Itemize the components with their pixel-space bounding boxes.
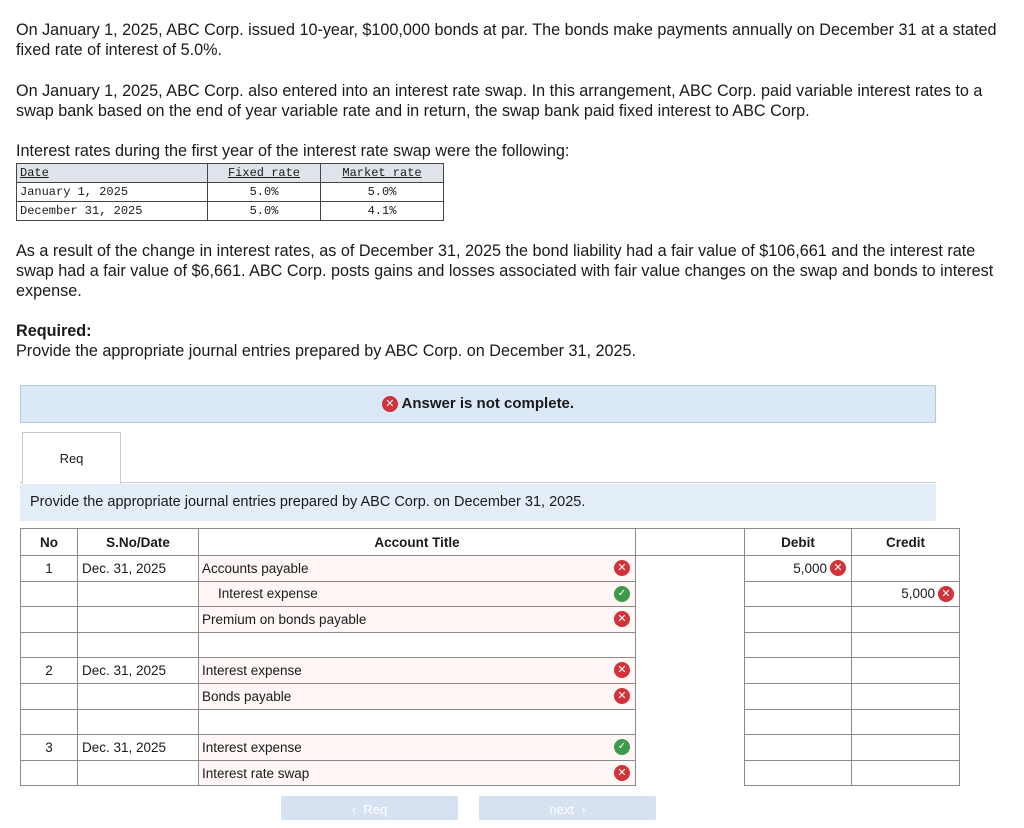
check-circle-icon: ✓ (614, 739, 630, 755)
debit-cell-text: 5,000 (793, 560, 827, 576)
rates-cell-market: 4.1% (321, 202, 444, 221)
credit-cell[interactable] (852, 581, 960, 607)
rates-cell-market: 5.0% (321, 183, 444, 202)
credit-cell[interactable] (852, 607, 960, 633)
debit-cell[interactable] (745, 658, 852, 684)
entry-number (21, 607, 78, 633)
x-circle-icon: ✕ (614, 765, 630, 781)
entry-number (21, 632, 78, 658)
entry-date-cell[interactable] (78, 556, 199, 582)
rates-header-fixed: Fixed rate (208, 164, 321, 183)
instruction-text: Provide the appropriate journal entries prepared by ABC Corp. on December 31, 2025. (20, 484, 936, 521)
credit-cell[interactable] (852, 556, 960, 582)
account-title-cell[interactable] (199, 658, 636, 684)
journal-row (21, 658, 960, 684)
x-circle-icon: ✕ (614, 611, 630, 627)
credit-cell[interactable] (852, 658, 960, 684)
gap-cell (636, 760, 745, 786)
rates-row (17, 183, 444, 202)
chevron-right-icon: › (581, 802, 586, 817)
rates-header-date: Date (17, 164, 208, 183)
required-label: Required: (16, 322, 92, 340)
account-title-cell-text: Interest expense (218, 586, 318, 602)
entry-number (21, 735, 78, 761)
chevron-left-icon: ‹ (351, 802, 357, 817)
header-gap (636, 529, 745, 556)
prev-button[interactable] (281, 796, 458, 820)
account-title-cell-text: Bonds payable (202, 688, 292, 704)
entry-date-cell-text: Dec. 31, 2025 (82, 663, 167, 679)
x-circle-icon: ✕ (614, 688, 630, 704)
journal-row (21, 632, 960, 658)
answer-status-banner (20, 385, 936, 423)
account-title-cell-text: Interest rate swap (202, 765, 310, 781)
entry-number-text: 3 (45, 739, 53, 755)
debit-cell[interactable] (745, 709, 852, 735)
account-title-cell[interactable] (199, 581, 636, 607)
account-title-cell[interactable] (199, 683, 636, 709)
x-circle-icon: ✕ (938, 586, 954, 602)
credit-cell-text: 5,000 (901, 586, 935, 602)
debit-cell[interactable] (745, 581, 852, 607)
entry-number (21, 556, 78, 582)
journal-entry-table (20, 528, 960, 786)
entry-number (21, 683, 78, 709)
problem-paragraph-1: On January 1, 2025, ABC Corp. issued 10-year, $100,000 bonds at par. The bonds make payments annually on December 31 at a stated fixed rate of interest of 5.0%. (16, 21, 997, 59)
entry-number (21, 760, 78, 786)
credit-cell[interactable] (852, 709, 960, 735)
debit-cell[interactable] (745, 607, 852, 633)
rates-header-row (17, 164, 444, 183)
credit-cell[interactable] (852, 683, 960, 709)
account-title-cell[interactable] (199, 760, 636, 786)
debit-cell[interactable] (745, 683, 852, 709)
entry-date-cell[interactable] (78, 735, 199, 761)
entry-number-text: 1 (45, 560, 53, 576)
rates-cell-date: January 1, 2025 (17, 183, 208, 202)
journal-header-row (21, 529, 960, 556)
debit-cell[interactable] (745, 735, 852, 761)
gap-cell (636, 735, 745, 761)
entry-date-cell-text: Dec. 31, 2025 (82, 739, 167, 755)
entry-date-cell[interactable] (78, 581, 199, 607)
account-title-cell[interactable] (199, 709, 636, 735)
entry-date-cell[interactable] (78, 607, 199, 633)
account-title-cell-text: Accounts payable (202, 560, 309, 576)
entry-number (21, 581, 78, 607)
journal-row (21, 683, 960, 709)
entry-date-cell[interactable] (78, 709, 199, 735)
x-circle-icon: ✕ (382, 396, 398, 412)
entry-date-cell[interactable] (78, 632, 199, 658)
x-circle-icon: ✕ (614, 560, 630, 576)
header-credit: Credit (852, 529, 960, 556)
debit-cell[interactable] (745, 556, 852, 582)
debit-cell[interactable] (745, 760, 852, 786)
account-title-cell-text: Interest expense (202, 663, 302, 679)
entry-number-text: 2 (45, 663, 53, 679)
gap-cell (636, 709, 745, 735)
prev-button-label: Req (363, 802, 388, 817)
gap-cell (636, 658, 745, 684)
journal-row (21, 760, 960, 786)
journal-row (21, 735, 960, 761)
rates-cell-fixed: 5.0% (208, 183, 321, 202)
problem-paragraph-4: As a result of the change in interest rates, as of December 31, 2025 the bond liability had a fair value of $106,661 and the interest rate swap had a fair value of $6,661. ABC Corp. posts gains and losses associated with fair value changes on the swap and bonds to interest expense. (16, 242, 994, 300)
tab-divider (20, 482, 936, 483)
rates-header-market: Market rate (321, 164, 444, 183)
entry-number (21, 658, 78, 684)
gap-cell (636, 683, 745, 709)
header-debit: Debit (745, 529, 852, 556)
header-account-title: Account Title (199, 529, 636, 556)
gap-cell (636, 556, 745, 582)
journal-row (21, 607, 960, 633)
journal-row (21, 581, 960, 607)
entry-number (21, 709, 78, 735)
entry-date-cell[interactable] (78, 760, 199, 786)
header-date: S.No/Date (78, 529, 199, 556)
problem-paragraph-3: Interest rates during the first year of the interest rate swap were the following: (16, 142, 570, 160)
gap-cell (636, 581, 745, 607)
account-title-cell[interactable] (199, 632, 636, 658)
tab-req[interactable]: Req (22, 432, 121, 484)
x-circle-icon: ✕ (830, 560, 846, 576)
journal-row (21, 709, 960, 735)
credit-cell[interactable] (852, 632, 960, 658)
entry-date-cell[interactable] (78, 658, 199, 684)
rates-cell-fixed: 5.0% (208, 202, 321, 221)
gap-cell (636, 607, 745, 633)
interest-rates-table (16, 163, 444, 221)
entry-date-cell[interactable] (78, 683, 199, 709)
account-title-cell[interactable] (199, 556, 636, 582)
required-text: Provide the appropriate journal entries prepared by ABC Corp. on December 31, 2025. (16, 342, 636, 360)
check-circle-icon: ✓ (614, 586, 630, 602)
rates-row (17, 202, 444, 221)
account-title-cell-text: Premium on bonds payable (202, 611, 367, 627)
entry-date-cell-text: Dec. 31, 2025 (82, 560, 167, 576)
credit-cell[interactable] (852, 760, 960, 786)
credit-cell[interactable] (852, 735, 960, 761)
account-title-cell-text: Interest expense (202, 739, 302, 755)
problem-paragraph-2: On January 1, 2025, ABC Corp. also entered into an interest rate swap. In this arrangement, ABC Corp. paid variable interest rates to a swap bank based on the end of year variable rate and in return, the swap bank paid fixed interest to ABC Corp. (16, 82, 983, 120)
gap-cell (636, 632, 745, 658)
debit-cell[interactable] (745, 632, 852, 658)
x-circle-icon: ✕ (614, 662, 630, 678)
header-no: No (21, 529, 78, 556)
banner-text: Answer is not complete. (401, 395, 575, 412)
next-button[interactable] (479, 796, 656, 820)
journal-row (21, 556, 960, 582)
account-title-cell[interactable] (199, 735, 636, 761)
rates-cell-date: December 31, 2025 (17, 202, 208, 221)
account-title-cell[interactable] (199, 607, 636, 633)
next-button-label: next (549, 802, 574, 817)
